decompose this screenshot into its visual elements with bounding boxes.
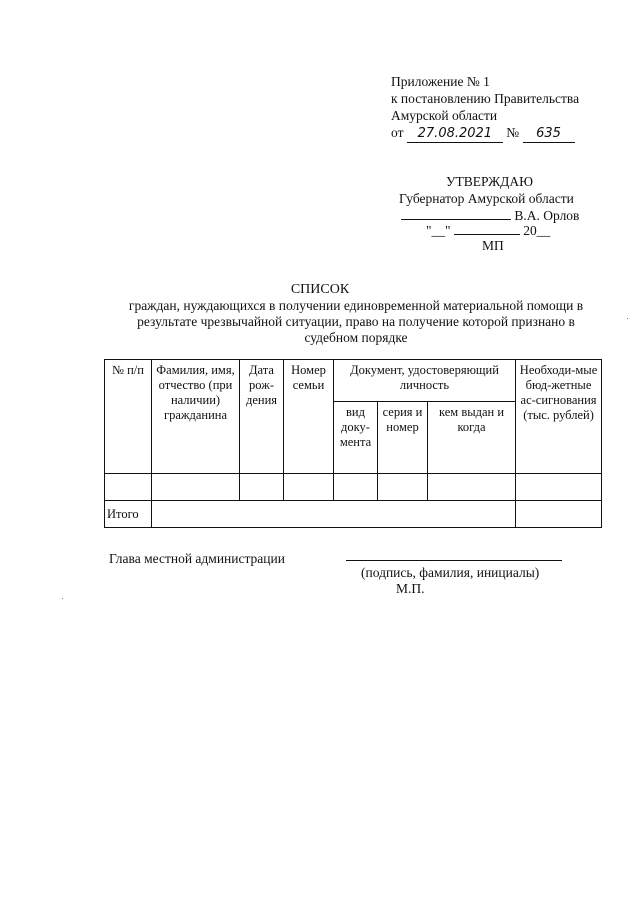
list-subtitle-line-1: граждан, нуждающихся в получении единовременной материальной помощи в: [128, 298, 584, 313]
table-total-row: [105, 501, 602, 528]
header-full-name: Фамилия, имя, отчество (при наличии) гражданина: [152, 360, 240, 474]
list-subtitle-line-3: судебном порядке: [304, 330, 408, 345]
scan-speck: [62, 598, 63, 599]
governor-name: В.А. Орлов: [514, 208, 580, 223]
subheader-document-type: вид доку-мента: [334, 402, 378, 474]
footer-signature-line: [346, 560, 562, 561]
table-cell: [378, 474, 428, 501]
approval-position: Губернатор Амурской области: [399, 191, 574, 206]
table-cell: [240, 474, 284, 501]
header-identity-document: Документ, удостоверяющий личность: [334, 360, 516, 402]
table-cell: [152, 474, 240, 501]
table-header-row: [105, 360, 602, 402]
header-family-number: Номер семьи: [284, 360, 334, 474]
subheader-issued-by: кем выдан и когда: [428, 402, 516, 474]
table-row: [105, 474, 602, 501]
table-cell: [516, 474, 602, 501]
approval-seal: МП: [482, 238, 504, 253]
list-subtitle-line-2: результате чрезвычайной ситуации, право на получение которой признано в: [137, 314, 575, 329]
total-value-cell: [516, 501, 602, 528]
handwritten-number: 635: [523, 125, 575, 143]
handwritten-date: 27.08.2021: [407, 125, 503, 143]
table-cell: [105, 474, 152, 501]
approval-title: УТВЕРЖДАЮ: [446, 174, 534, 189]
date-quote: "__": [426, 223, 451, 238]
appendix-line-3: Амурской области: [391, 108, 498, 123]
appendix-date-line: [391, 124, 575, 143]
head-of-administration-label: Глава местной администрации: [109, 551, 285, 566]
signature-blank: [401, 207, 511, 220]
header-number: № п/п: [105, 360, 152, 474]
header-budget-funds: Необходи-мые бюд-жетные ас-сигнования (тыс. рублей): [516, 360, 602, 474]
header-birth-date: Дата рож-дения: [240, 360, 284, 474]
scan-speck: [627, 318, 628, 319]
total-blank-cell: [152, 501, 516, 528]
footer-seal: М.П.: [396, 581, 425, 596]
appendix-line-1: Приложение № 1: [391, 74, 490, 89]
table-cell: [284, 474, 334, 501]
subheader-series-number: серия и номер: [378, 402, 428, 474]
table-cell: [334, 474, 378, 501]
table-cell: [428, 474, 516, 501]
number-label: №: [506, 125, 520, 140]
signature-caption: (подпись, фамилия, инициалы): [361, 565, 540, 580]
year-suffix: 20__: [523, 223, 551, 238]
list-title: СПИСОК: [290, 282, 350, 297]
total-label: Итого: [105, 501, 152, 528]
from-label: от: [391, 125, 404, 140]
citizens-table: [104, 359, 602, 528]
month-blank: [454, 222, 520, 235]
appendix-line-2: к постановлению Правительства: [391, 91, 580, 106]
